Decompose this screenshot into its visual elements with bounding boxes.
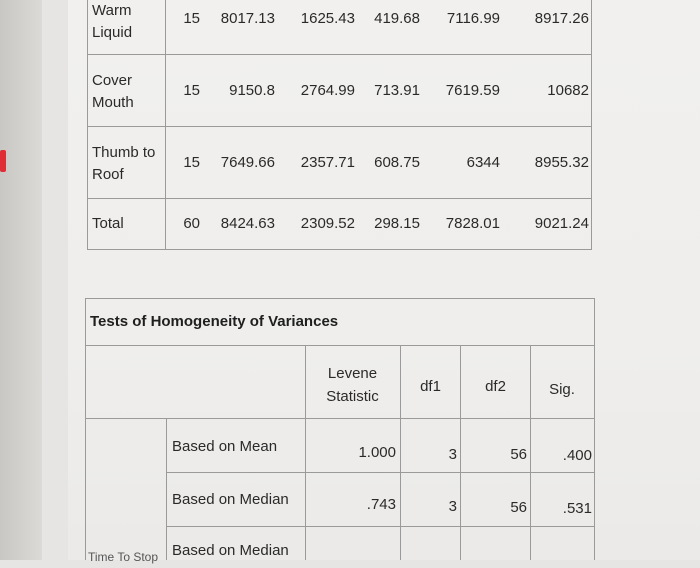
- cell-n: 15: [183, 10, 200, 27]
- row-label-line2: Mouth: [92, 94, 134, 111]
- cell-n: 15: [183, 82, 200, 99]
- cell-sd: 2357.71: [300, 154, 355, 171]
- row-label-line2: Roof: [92, 166, 124, 183]
- cell-upper: 9021.24: [534, 215, 589, 232]
- header-df1: df1: [420, 378, 441, 395]
- cell-lower: 7828.01: [445, 215, 500, 232]
- row-label: Based on Median: [172, 491, 289, 508]
- cell-se: 298.15: [374, 215, 420, 232]
- cell-n: 60: [183, 215, 200, 232]
- row-label: Based on Median: [172, 542, 289, 559]
- row-label-line1: Thumb to: [92, 144, 156, 161]
- cell-lower: 7619.59: [445, 82, 500, 99]
- cell-sig: .400: [562, 447, 592, 464]
- cell-se: 713.91: [374, 82, 420, 99]
- header-levene-line1: Levene: [327, 365, 378, 382]
- header-levene-line2: Statistic: [326, 388, 379, 405]
- homogeneity-title: Tests of Homogeneity of Variances: [90, 313, 339, 330]
- cell-se: 419.68: [374, 10, 420, 27]
- row-label-line1: Cover: [92, 72, 133, 89]
- cell-df2: 56: [510, 499, 527, 516]
- cut-off-label: Time To Stop: [88, 550, 159, 564]
- red-mark: [0, 150, 6, 172]
- cell-df1: 3: [448, 498, 457, 515]
- cell-upper: 8917.26: [534, 10, 589, 27]
- cell-df1: 3: [448, 446, 457, 463]
- cell-sd: 1625.43: [300, 10, 355, 27]
- cell-sd: 2764.99: [300, 82, 355, 99]
- cell-lower: 6344: [466, 154, 500, 171]
- header-sig: Sig.: [549, 381, 575, 398]
- row-label: Total: [92, 215, 124, 232]
- cell-mean: 8017.13: [220, 10, 275, 27]
- row-label-line2: Liquid: [92, 24, 133, 41]
- row-label: Based on Mean: [172, 438, 278, 455]
- cell-sig: .531: [562, 500, 592, 517]
- cell-sd: 2309.52: [300, 215, 355, 232]
- cell-n: 15: [183, 154, 200, 171]
- header-df2: df2: [485, 378, 506, 395]
- background-desk: [0, 0, 42, 560]
- row-label-line1: Warm: [92, 2, 132, 19]
- cell-mean: 7649.66: [220, 154, 275, 171]
- cell-mean: 9150.8: [229, 82, 275, 99]
- cell-df2: 56: [510, 446, 527, 463]
- cell-mean: 8424.63: [220, 215, 275, 232]
- cell-levene: .743: [366, 496, 396, 513]
- cell-lower: 7116.99: [446, 10, 500, 27]
- cell-se: 608.75: [374, 154, 420, 171]
- cell-upper: 8955.32: [534, 154, 589, 171]
- cell-levene: 1.000: [358, 444, 396, 461]
- cell-upper: 10682: [547, 82, 589, 99]
